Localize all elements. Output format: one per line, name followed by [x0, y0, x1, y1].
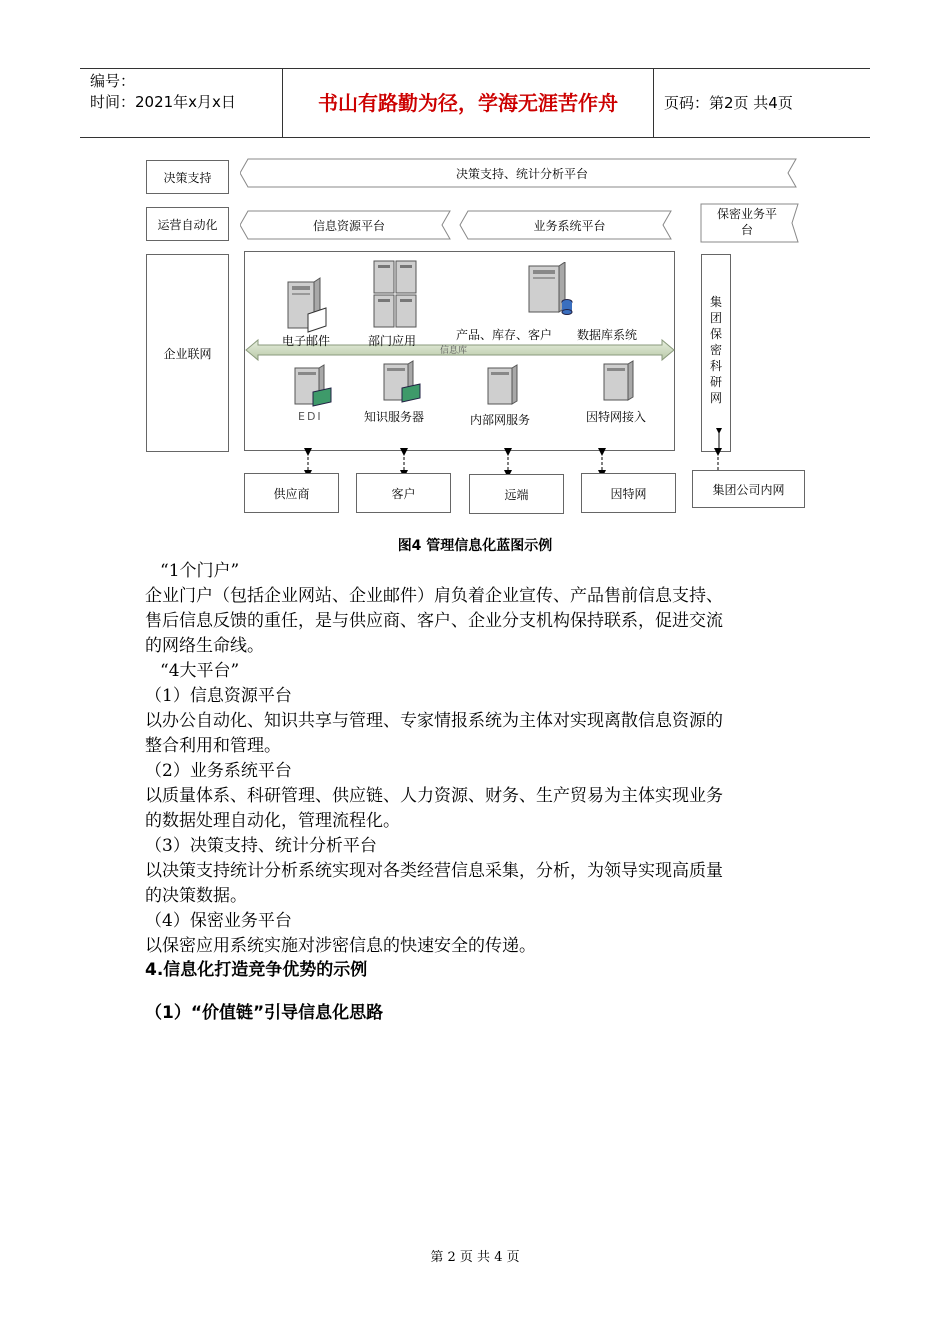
- platform-security: 保密业务平台: [716, 207, 777, 237]
- bus-label: 信息库: [440, 346, 468, 356]
- paragraph-line: 的决策数据。: [145, 886, 247, 906]
- paragraph-line: 整合利用和管理。: [145, 736, 281, 756]
- edi-server-icon: [293, 364, 335, 410]
- time-label: 时间：2021年x月x日: [90, 93, 236, 111]
- server-stack-icon: [372, 257, 420, 335]
- server-label-intranet: 内部网服务: [470, 413, 531, 427]
- endpoint-customer: 客户: [356, 473, 451, 513]
- paragraph-line: 以办公自动化、知识共享与管理、专家情报系统为主体对实现离散信息资源的: [145, 711, 723, 731]
- server-label-edi: EDI: [298, 410, 323, 423]
- page-header: [80, 68, 870, 138]
- paragraph-line: 以质量体系、科研管理、供应链、人力资源、财务、生产贸易为主体实现业务: [145, 786, 723, 806]
- server-label-product: 产品、库存、客户: [456, 328, 553, 342]
- header-page-info: 页码：第2页 共4页: [664, 94, 793, 112]
- paragraph-line: 企业门户（包括企业网站、企业邮件）肩负着企业宣传、产品售前信息支持、: [145, 586, 723, 606]
- row-label-decision: 决策支持: [146, 160, 229, 194]
- server-label-dept-app: 部门应用: [368, 334, 417, 348]
- paragraph-line: 的网络生命线。: [145, 636, 264, 656]
- paragraph-line: （1）信息资源平台: [145, 686, 292, 706]
- figure-caption: 图4 管理信息化蓝图示例: [397, 538, 553, 554]
- paragraph-line: 的数据处理自动化，管理流程化。: [145, 811, 400, 831]
- server-label-database: 数据库系统: [577, 328, 638, 342]
- endpoint-remote: 远端: [469, 474, 564, 514]
- server-label-knowledge: 知识服务器: [364, 410, 425, 424]
- paragraph-line: （4）保密业务平台: [145, 911, 292, 931]
- endpoint-internet: 因特网: [581, 473, 676, 513]
- row-label-operations: 运营自动化: [146, 207, 229, 241]
- security-network-label: 集团保密科研网: [709, 295, 722, 405]
- paragraph-line: 以决策支持统计分析系统实现对各类经营信息采集，分析，为领导实现高质量: [145, 861, 723, 881]
- knowledge-server-icon: [382, 360, 424, 406]
- paragraph-line: “4大平台”: [160, 661, 240, 681]
- paragraph-line: “1个门户”: [160, 561, 240, 581]
- platform-decision: 决策支持、统计分析平台: [455, 167, 588, 181]
- page-footer: 第 2 页 共 4 页: [430, 1250, 520, 1265]
- platform-business-system: 业务系统平台: [533, 219, 606, 233]
- paragraph-line: 售后信息反馈的重任，是与供应商、客户、企业分支机构保持联系，促进交流: [145, 611, 723, 631]
- server-icon: [286, 276, 330, 334]
- row-label-network: 企业联网: [146, 254, 229, 452]
- subsection-heading: （1）“价值链”引导信息化思路: [145, 1003, 384, 1023]
- endpoint-supplier: 供应商: [244, 473, 339, 513]
- header-meta: [80, 69, 282, 137]
- paragraph-line: （3）决策支持、统计分析平台: [145, 836, 377, 856]
- header-motto: 书山有路勤为径，学海无涯苦作舟: [282, 69, 654, 137]
- security-connector: [712, 428, 726, 456]
- internet-server-icon: [602, 360, 638, 406]
- server-label-email: 电子邮件: [282, 334, 331, 348]
- server-label-internet: 因特网接入: [586, 410, 647, 424]
- endpoint-group-intranet: 集团公司内网: [692, 470, 805, 508]
- platform-info-resource: 信息资源平台: [312, 219, 385, 233]
- paragraph-line: （2）业务系统平台: [145, 761, 292, 781]
- paragraph-line: 以保密应用系统实施对涉密信息的快速安全的传递。: [145, 936, 536, 956]
- section-heading: 4.信息化打造竞争优势的示例: [145, 960, 368, 980]
- database-server-icon: [527, 262, 575, 318]
- intranet-server-icon: [486, 364, 522, 410]
- number-label: 编号：: [90, 72, 136, 90]
